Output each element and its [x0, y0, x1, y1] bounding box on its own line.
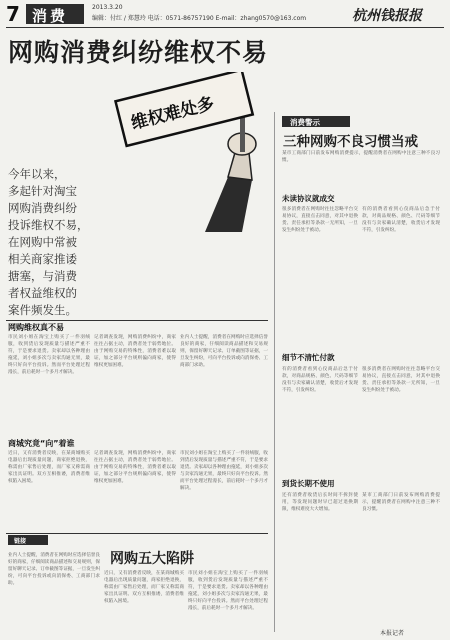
section-rule [6, 533, 268, 534]
body-text: 很多消费者在网购时往往忽略平台交易协议，直接点击同意，对其中退换货、责任承担等条款一无所知，一旦发生纠纷处于被动。 [362, 367, 440, 393]
body-text: 业内人士提醒，消费者在网购时应选择信誉良好的商家，仔细阅读商品描述和交易规则，保留好聊天记录、订单截图等证据，一旦发生纠纷，可向平台投诉或向消保委、工商部门求助。 [8, 553, 100, 586]
section-rule [6, 320, 268, 321]
subhead-shangcheng: 商城究竟“向”着谁 [8, 439, 75, 448]
subhead-xieyi: 未读协议就成交 [282, 194, 335, 203]
issue-date: 2013.3.20 [92, 4, 123, 11]
lead-line: 在网购中常被 [8, 235, 77, 249]
tag-label: 消费警示 [290, 118, 320, 127]
lead-line: 者权益维权的 [8, 286, 77, 300]
editor-contact: 编辑：付红 / 郑慧玲 电话：0571-86757190 E-mail：zhang0570@163.com [92, 15, 307, 22]
body-text: 近日，又有消费者反映，在某商城购买电器后出现质量问题，商家拒绝退换，称需由厂家售后处理，而厂家又称需商家出具证明。双方互相推诿，消费者维权陷入困境。 [104, 571, 184, 604]
bottom-headline: 网购五大陷阱 [110, 551, 194, 567]
lead-line: 多起针对淘宝 [8, 184, 77, 198]
subhead-daohuo: 到货长期不使用 [282, 479, 335, 488]
page-number: 7 [6, 2, 20, 26]
body-text: 很多消费者在网购时往往忽略平台交易协议，直接点击同意，对其中退换货、责任承担等条款一无所知，一旦发生纠纷处于被动。 [282, 207, 358, 233]
link-label: 链接 [14, 538, 27, 545]
lead-line: 今年以来， [8, 167, 66, 181]
body-text: 还有消费者收货后长时间不拆封使用，等发现问题时早已超过退换期限，维权难度大大增加。 [282, 493, 358, 512]
body-text: 某市工商部门日前发布网购消费提示，提醒消费者在网购中注意三种不良习惯。 [362, 493, 440, 512]
body-text: 记者调查发现，网购消费纠纷中，商家往往占据主动，消费者处于弱势地位。由于网购交易的特殊性，消费者难以取证，加之部分平台规则偏向商家，使得维权更加困难。 [94, 335, 176, 368]
column-divider [274, 112, 275, 632]
reporter-credit: 本报记者 [380, 630, 405, 637]
body-text: 市民刘小姐在淘宝上购买了一件羽绒服，收到货后发现质量与描述严重不符，于是要求退货。卖家却以各种理由拖延，刘小姐多次与卖家沟通无果，最终只好向平台投诉。然而平台处理过程漫长，前后耗时一个多月才解决。 [188, 571, 268, 611]
lead-line: 投诉维权不易， [8, 218, 89, 232]
body-text: 近日，又有消费者反映，在某商城购买电器后出现质量问题，商家拒绝退换，称需由厂家售后处理，而厂家又称需商家出具证明。双方互相推诿，消费者维权陷入困境。 [8, 451, 90, 484]
lead-line: 网购消费纠纷 [8, 201, 77, 215]
body-text: 记者调查发现，网购消费纠纷中，商家往往占据主动，消费者处于弱势地位。由于网购交易的特殊性，消费者难以取证，加之部分平台规则偏向商家，使得维权更加困难。 [94, 451, 176, 484]
right-headline: 三种网购不良习惯当戒 [283, 134, 418, 150]
body-text: 市民刘小姐在淘宝上购买了一件羽绒服，收到货后发现质量与描述严重不符，于是要求退货。卖家却以各种理由拖延，刘小姐多次与卖家沟通无果，最终只好向平台投诉。然而平台处理过程漫长，前后耗时一个多月才解决。 [8, 335, 90, 375]
body-text: 有的消费者看到心仪商品后急于付款，对商品规格、颜色、尺码等细节没有与卖家确认清楚，收货后才发现不符，引发纠纷。 [362, 207, 440, 233]
lead-line: 搪塞，与消费 [8, 269, 77, 283]
main-headline: 网购消费纠纷维权不易 [8, 38, 269, 67]
lead-line: 相关商家推诿 [8, 252, 77, 266]
sign-text: 维权难处多 [129, 93, 217, 134]
lead-line: 案件频发生。 [8, 303, 77, 317]
newspaper-masthead: 杭州钱报报 [352, 8, 422, 24]
body-text: 某市工商部门日前发布网购消费提示，提醒消费者在网购中注意三种不良习惯。 [282, 151, 440, 163]
lead-paragraph [8, 166, 100, 319]
body-text: 市民刘小姐在淘宝上购买了一件羽绒服，收到货后发现质量与描述严重不符，于是要求退货。卖家却以各种理由拖延，刘小姐多次与卖家沟通无果，最终只好向平台投诉。然而平台处理过程漫长，前后耗时一个多月才解决。 [180, 451, 268, 491]
subhead-weiquan: 网购维权真不易 [8, 323, 64, 332]
header-rule [6, 27, 444, 28]
body-text: 有的消费者看到心仪商品后急于付款，对商品规格、颜色、尺码等细节没有与卖家确认清楚，收货后才发现不符，引发纠纷。 [282, 367, 358, 393]
subhead-xijie: 细节不清忙付款 [282, 353, 335, 362]
section-name: 消费 [32, 7, 69, 25]
body-text: 业内人士提醒，消费者在网购时应选择信誉良好的商家，仔细阅读商品描述和交易规则，保留好聊天记录、订单截图等证据，一旦发生纠纷，可向平台投诉或向消保委、工商部门求助。 [180, 335, 268, 368]
